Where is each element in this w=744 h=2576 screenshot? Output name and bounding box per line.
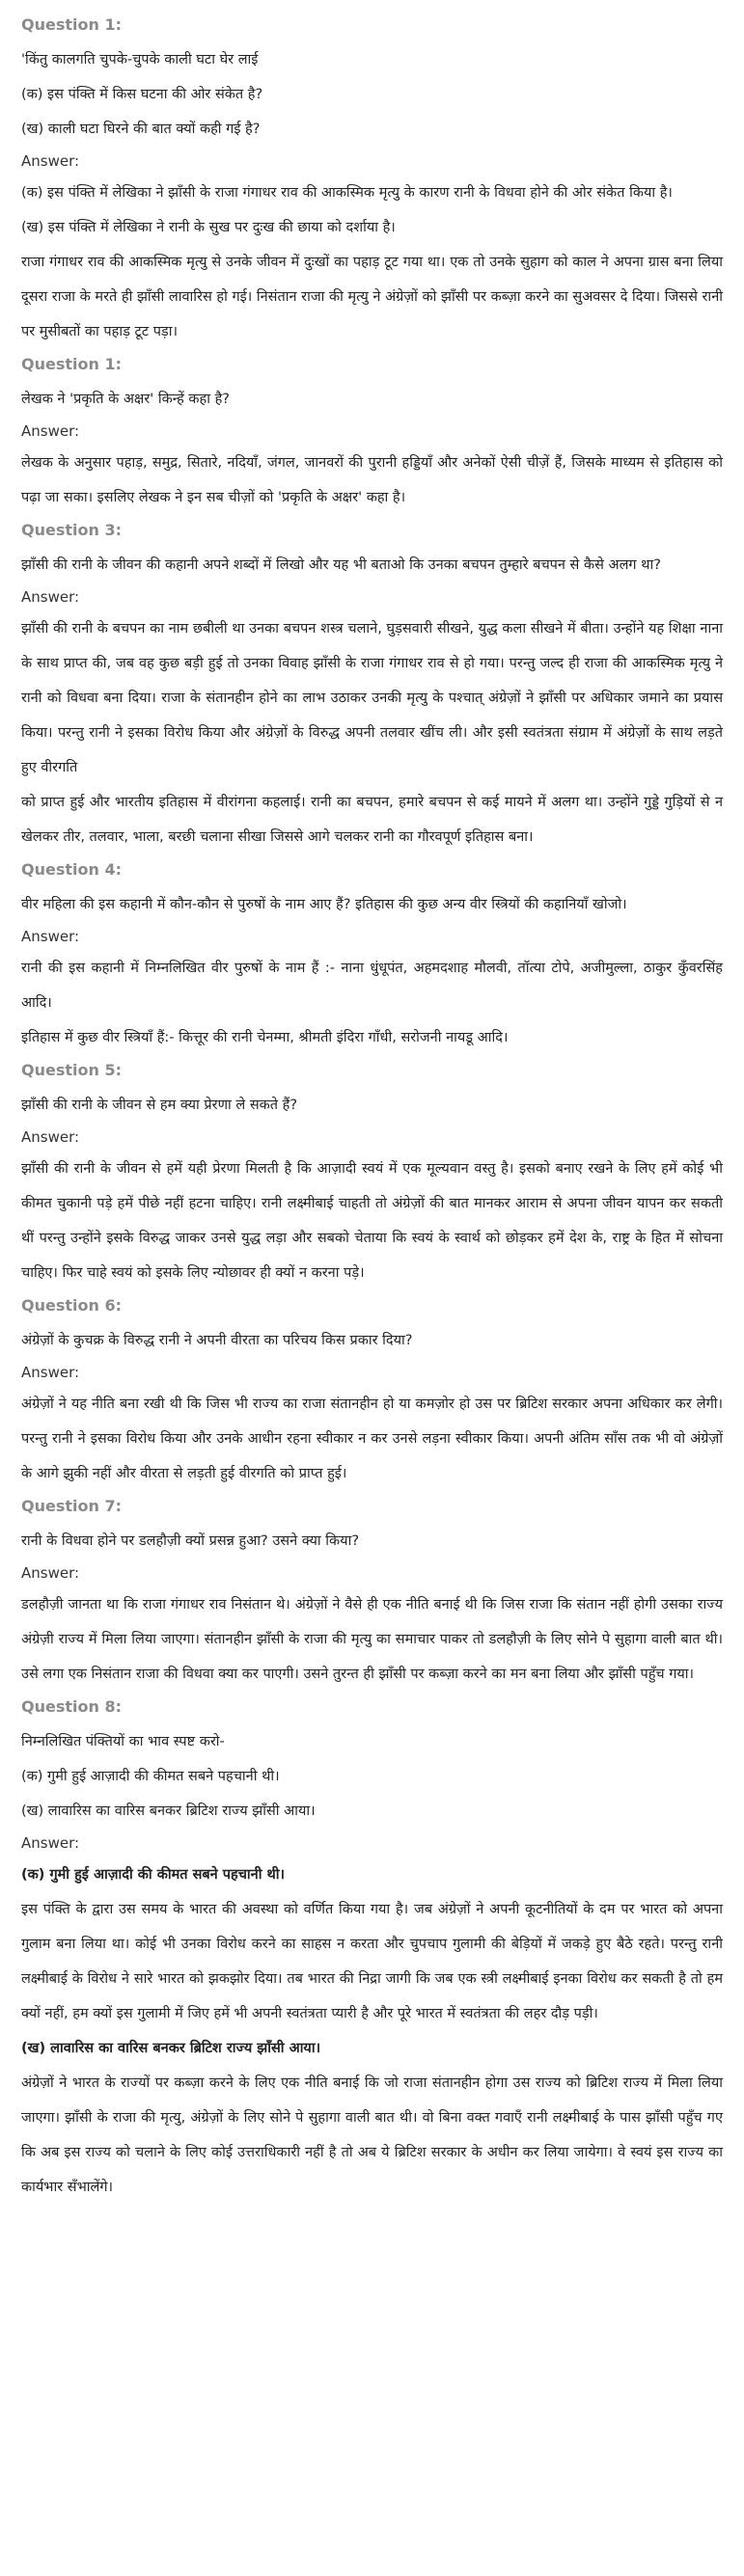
answer-text: लेखक के अनुसार पहाड़, समुद्र, सितारे, नदियाँ, जंगल, जानवरों की पुरानी हड्डियाँ और अनेकों ऐसी चीज़ें हैं, जिसके माध्यम से इतिहास को पढ़ा जा सका। इसलिए लेखक ने इन सब चीज़ों को 'प्रकृति के अक्षर' कहा है। — [21, 455, 723, 505]
answer-text: इस पंक्ति के द्वारा उस समय के भारत की अवस्था को वर्णित किया गया है। जब अंग्रेज़ों ने अपनी कूटनीतियों के दम पर भारत को अपना गुलाम बना लिया था। कोई भी उनका विरोध करने का साहस न करता और चुपचाप गुलामी की बेड़ियों में जकड़े हुए बैठे रहते। परन्तु रानी लक्ष्मीबाई के विरोध ने सारे भारत को झकझोर दिया। तब भारत की निद्रा जागी कि जब एक स्त्री लक्ष्मीबाई इनका विरोध कर सकती है तो हम क्यों नहीं, हम क्यों इस गुलामी में जिए हमें भी अपनी स्वतंत्रता प्यारी है और पूरे भारत में स्वतंत्रता की लहर दौड़ पड़ी। — [21, 1902, 723, 2021]
question-text: निम्नलिखित पंक्तियों का भाव स्पष्ट करो- — [21, 1734, 225, 1749]
answer-text: अंग्रेज़ों ने यह नीति बना रखी थी कि जिस भी राज्य का राजा संतानहीन हो या कमज़ोर हो उस पर ब्रिटिश सरकार अपना अधिकार कर लेगी। परन्तु रानी ने इसका विरोध किया और उनके आधीन रहना स्वीकार न कर उनसे लड़ना स्वीकार किया। अपनी अंतिम साँस तक भी वो अंग्रेज़ों के आगे झुकी नहीं और वीरता से लड़ती हुई वीरगति को प्राप्त हुई। — [21, 1396, 723, 1481]
question-text: वीर महिला की इस कहानी में कौन-कौन से पुरुषों के नाम आए हैं? इतिहास की कुछ अन्य वीर स्त्रियों की कहानियाँ खोजो। — [21, 897, 627, 912]
answer-text: रानी की इस कहानी में निम्नलिखित वीर पुरुषों के नाम हैं :- नाना धुंधूपंत, अहमदशाह मौलवी, तॉत्या टोपे, अजीमुल्ला, ठाकुर कुँवरसिंह आदि। — [21, 961, 723, 1011]
question-text: (क) इस पंक्ति में किस घटना की ओर संकेत है? — [21, 87, 263, 102]
answer-label: Answer: — [21, 588, 80, 606]
question-label: Question 3: — [21, 521, 122, 539]
question-label: Question 6: — [21, 1296, 122, 1315]
answer-text: को प्राप्त हुई और भारतीय इतिहास में वीरांगना कहलाई। रानी का बचपन, हमारे बचपन से कई मायने में अलग था। उन्होंने गुड्डे गुड़ियों से न खेलकर तीर, तलवार, भाला, बरछी चलाना सीखा जिससे आगे चलकर रानी का गौरवपूर्ण इतिहास बना। — [21, 795, 723, 845]
question-text: अंग्रेज़ों के कुचक्र के विरुद्ध रानी ने अपनी वीरता का परिचय किस प्रकार दिया? — [21, 1333, 413, 1348]
answer-text: (क) इस पंक्ति में लेखिका ने झाँसी के राजा गंगाधर राव की आकस्मिक मृत्यु के कारण रानी के विधवा होने की ओर संकेत किया है। — [21, 185, 673, 201]
qa-section-1 — [21, 14, 723, 349]
question-text: लेखक ने 'प्रकृति के अक्षर' किन्हें कहा है? — [21, 392, 230, 407]
question-text: (ख) काली घटा घिरने की बात क्यों कही गई है? — [21, 122, 261, 137]
question-text: झाँसी की रानी के जीवन की कहानी अपने शब्दों में लिखो और यह भी बताओ कि उनका बचपन तुम्हारे बचपन से कैसे अलग था? — [21, 557, 661, 573]
qa-section-3 — [21, 519, 723, 854]
answer-subheading: (ख) लावारिस का वारिस बनकर ब्रिटिश राज्य झाँसी आया। — [21, 2041, 321, 2056]
answer-subheading: (क) गुमी हुई आज़ादी की कीमत सबने पहचानी थी। — [21, 1867, 286, 1883]
answer-label: Answer: — [21, 928, 80, 945]
question-label: Question 8: — [21, 1697, 122, 1716]
question-label: Question 7: — [21, 1497, 122, 1515]
qa-section-8 — [21, 1695, 723, 2205]
answer-text: अंग्रेज़ों ने भारत के राज्यों पर कब्ज़ा करने के लिए एक नीति बनाई कि जो राजा संतानहीन होगा उस राज्य को ब्रिटिश राज्य में मिला लिया जाएगा। झाँसी के राजा की मृत्यु, अंग्रेज़ों के लिए सोने पे सुहागा वाली बात थी। वो बिना वक्त गवाएँ रानी लक्ष्मीबाई के पास झाँसी पहुँच गए कि अब इस राज्य को चलाने के लिए कोई उत्तराधिकारी नहीं है तो अब ये ब्रिटिश सरकार के अधीन कर लिया जायेगा। वे स्वयं इस राज्य का कार्यभार सँभालेंगे। — [21, 2075, 723, 2195]
question-label: Question 4: — [21, 860, 122, 879]
answer-label: Answer: — [21, 1128, 80, 1146]
answer-text: (ख) इस पंक्ति में लेखिका ने रानी के सुख पर दुःख की छाया को दर्शाया है। — [21, 220, 396, 235]
question-text: (ख) लावारिस का वारिस बनकर ब्रिटिश राज्य झाँसी आया। — [21, 1803, 316, 1819]
question-text: झाँसी की रानी के जीवन से हम क्या प्रेरणा ले सकते हैं? — [21, 1098, 298, 1113]
question-text: रानी के विधवा होने पर डलहौज़ी क्यों प्रसन्न हुआ? उसने क्या किया? — [21, 1533, 360, 1549]
qa-section-6 — [21, 1294, 723, 1491]
answer-label: Answer: — [21, 422, 80, 440]
qa-section-5 — [21, 1059, 723, 1290]
answer-text: डलहौज़ी जानता था कि राजा गंगाधर राव निसंतान थे। अंग्रेज़ों ने वैसे ही एक नीति बनाई थी कि जिस राजा कि संतान नहीं होगी उसका राज्य अंग्रेज़ी राज्य में मिला लिया जाएगा। संतानहीन झाँसी के राजा की मृत्यु का समाचार पाकर तो डलहौज़ी के लिए सोने पे सुहागा वाली बात थी। उसे लगा एक निसंतान राजा की विधवा क्या कर पाएगी। उसने तुरन्त ही झाँसी पर कब्ज़ा करने का मन बना लिया और झाँसी पहुँच गया। — [21, 1597, 723, 1682]
answer-text: झाँसी की रानी के जीवन से हमें यही प्रेरणा मिलती है कि आज़ादी स्वयं में एक मूल्यवान वस्तु है। इसको बनाए रखने के लिए हमें कोई भी कीमत चुकानी पड़े हमें पीछे नहीं हटना चाहिए। रानी लक्ष्मीबाई चाहती तो अंग्रेज़ों की बात मानकर आराम से अपना जीवन यापन कर सकती थीं परन्तु उन्होंने इसके विरुद्ध जाकर उनसे युद्ध लड़ा और सबको चेताया कि स्वयं के स्वार्थ को छोड़कर हमें देश के, राष्ट्र के हित में सोचना चाहिए। फिर चाहे स्वयं को इसके लिए न्योछावर ही क्यों न करना पड़े। — [21, 1161, 723, 1281]
answer-text: राजा गंगाधर राव की आकस्मिक मृत्यु से उनके जीवन में दुःखों का पहाड़ टूट गया था। एक तो उनके सुहाग को काल ने अपना ग्रास बना लिया दूसरा राजा के मरते ही झाँसी लावारिस हो गई। निसंतान राजा की मृत्यु ने अंग्रेज़ों को झाँसी पर कब्ज़ा करने का सुअवसर दे दिया। जिससे रानी पर मुसीबतों का पहाड़ टूट पड़ा। — [21, 255, 723, 339]
answer-text: इतिहास में कुछ वीर स्त्रियाँ हैं:- कित्तूर की रानी चेनम्मा, श्रीमती इंदिरा गाँधी, सरोजनी नायडू आदि। — [21, 1030, 509, 1045]
question-text: (क) गुमी हुई आज़ादी की कीमत सबने पहचानी थी। — [21, 1769, 280, 1784]
question-label: Question 5: — [21, 1061, 122, 1079]
qa-section-2 — [21, 353, 723, 515]
qa-section-7 — [21, 1495, 723, 1692]
answer-label: Answer: — [21, 1564, 80, 1582]
question-label: Question 1: — [21, 15, 122, 34]
answer-text: झाँसी की रानी के बचपन का नाम छबीली था उनका बचपन शस्त्र चलाने, घुड़सवारी सीखने, युद्ध कला सीखने में बीता। उन्होंने यह शिक्षा नाना के साथ प्राप्त की, जब वह कुछ बड़ी हुई तो उनका विवाह झाँसी के राजा गंगाधर राव से हो गया। परन्तु जल्द ही राजा की आकस्मिक मृत्यु ने रानी को विधवा बना दिया। राजा के संतानहीन होने का लाभ उठाकर उनकी मृत्यु के पश्चात् अंग्रेज़ों ने झाँसी पर अधिकार जमाने का प्रयास किया। परन्तु रानी ने इसका विरोध किया और अंग्रेज़ों के विरुद्ध अपनी तलवार खींच ली। और इसी स्वतंत्रता संग्राम में अंग्रेज़ों के साथ लड़ते हुए वीरगति — [21, 621, 723, 775]
answer-label: Answer: — [21, 1364, 80, 1381]
question-label: Question 1: — [21, 355, 122, 373]
question-text: 'किंतु कालगति चुपके-चुपके काली घटा घेर लाई — [21, 52, 259, 68]
answer-label: Answer: — [21, 152, 80, 170]
qa-section-4 — [21, 858, 723, 1055]
answer-label: Answer: — [21, 1834, 80, 1852]
